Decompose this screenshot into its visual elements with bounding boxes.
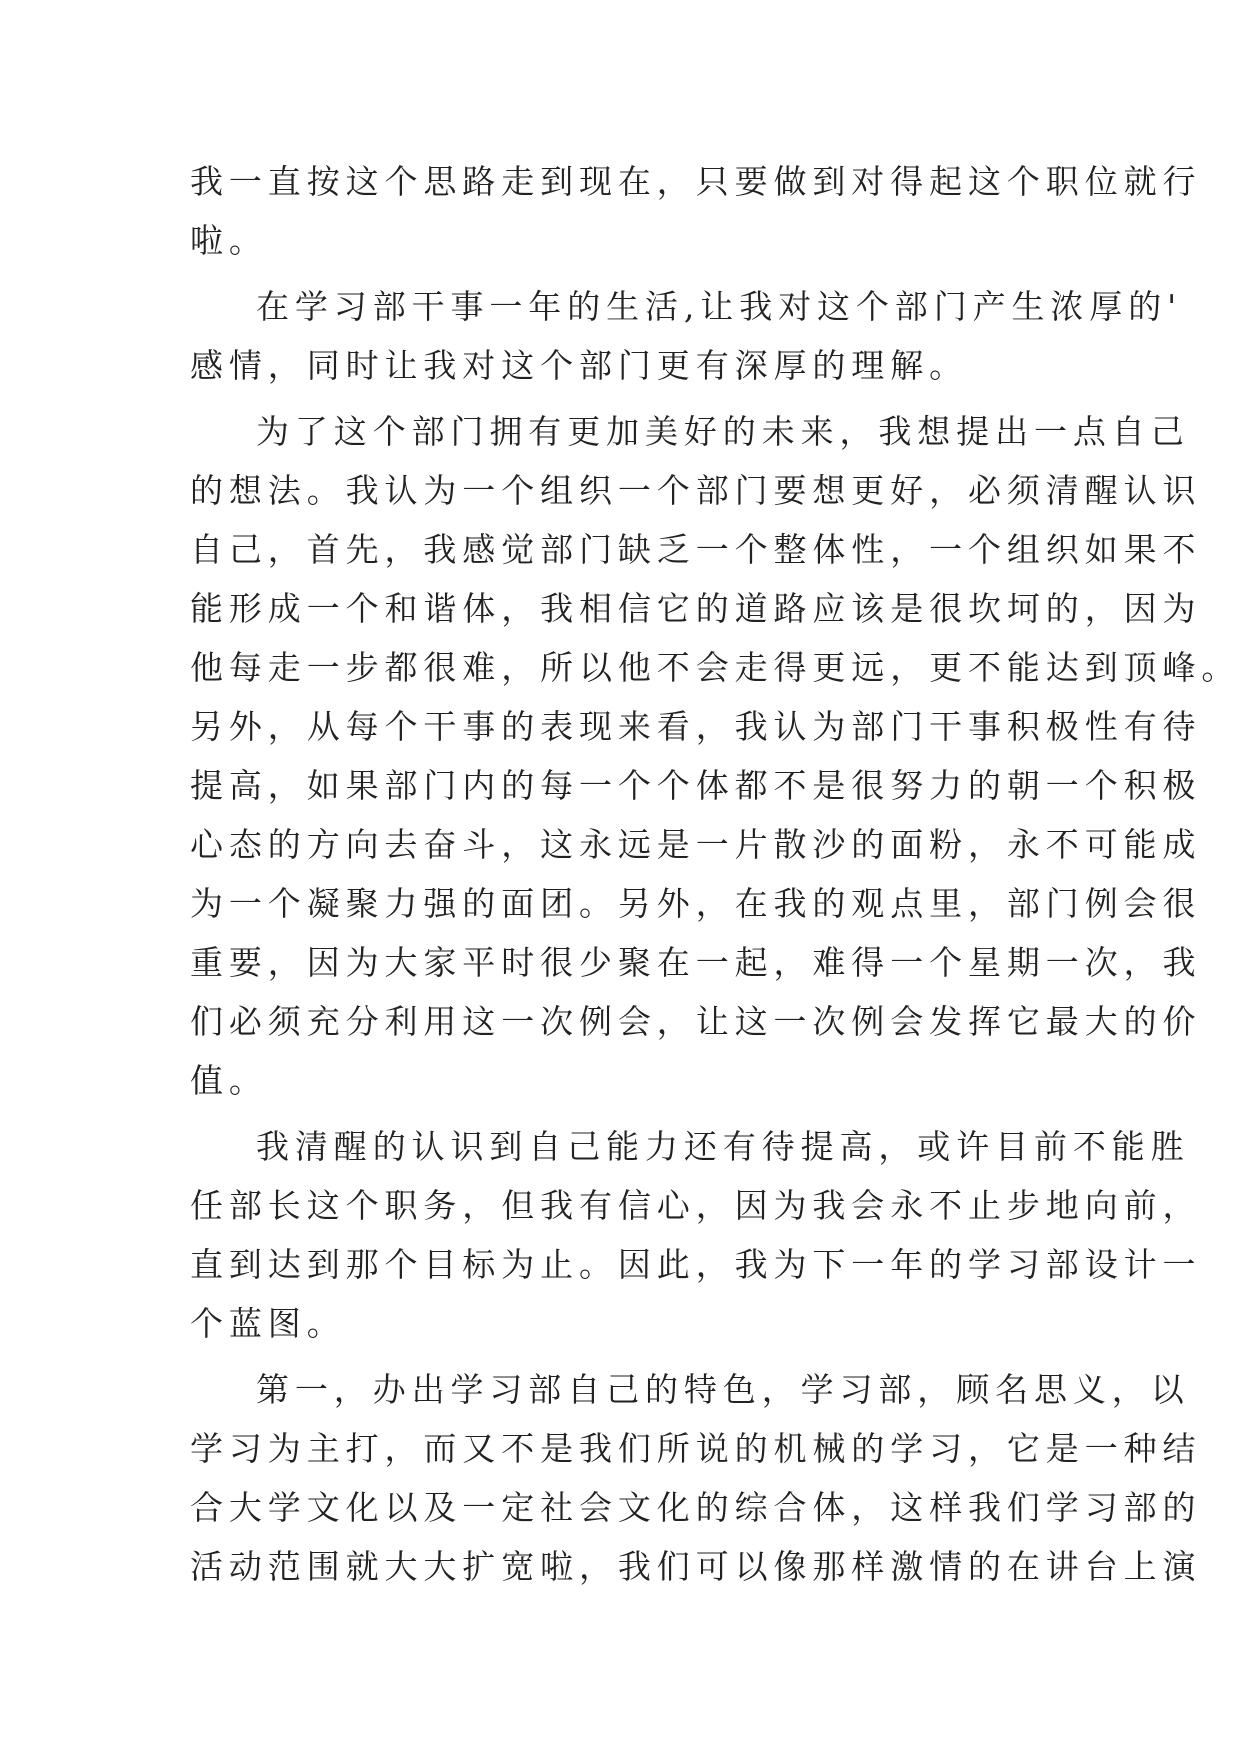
text-line: 任部长这个职务，但我有信心，因为我会永不止步地向前， [190,1186,1202,1225]
text-line: 自己，首先，我感觉部门缺乏一个整体性，一个组织如果不 [190,530,1202,569]
text-line: 心态的方向去奋斗，这永远是一片散沙的面粉，永不可能成 [190,825,1202,864]
text-line: 们必须充分利用这一次例会，让这一次例会发挥它最大的价 [190,1002,1202,1041]
text-line: 另外，从每个干事的表现来看，我认为部门干事积极性有待 [190,707,1202,746]
text-line: 提高，如果部门内的每一个个体都不是很努力的朝一个积极 [190,766,1202,805]
document-body [190,152,1241,1596]
text-line: 我一直按这个思路走到现在，只要做到对得起这个职位就行 [190,162,1202,201]
text-line: 的想法。我认为一个组织一个部门要想更好，必须清醒认识 [190,471,1202,510]
text-line: 值。 [190,1061,268,1100]
text-line: 为一个凝聚力强的面团。另外，在我的观点里，部门例会很 [190,884,1202,923]
text-line: 能形成一个和谐体，我相信它的道路应该是很坎坷的，因为 [190,589,1202,628]
text-line: 合大学文化以及一定社会文化的综合体，这样我们学习部的 [190,1488,1202,1527]
text-line: 重要，因为大家平时很少聚在一起，难得一个星期一次，我 [190,943,1202,982]
paragraph-first-line: 为了这个部门拥有更加美好的未来，我想提出一点自己 [256,412,1190,451]
text-line: 个蓝图。 [190,1304,346,1343]
text-line: 感情，同时让我对这个部门更有深厚的理解。 [190,346,968,385]
text-line: 啦。 [190,221,268,260]
paragraph-first-line: 第一，办出学习部自己的特色，学习部，顾名思义，以 [256,1370,1190,1409]
text-line: 学习为主打，而又不是我们所说的机械的学习，它是一种结 [190,1429,1202,1468]
paragraph-first-line: 在学习部干事一年的生活,让我对这个部门产生浓厚的' [256,287,1183,326]
text-line: 直到达到那个目标为止。因此，我为下一年的学习部设计一 [190,1245,1202,1284]
text-line: 他每走一步都很难，所以他不会走得更远，更不能达到顶峰。 [190,648,1241,687]
paragraph-first-line: 我清醒的认识到自己能力还有待提高，或许目前不能胜 [256,1127,1190,1166]
text-line: 活动范围就大大扩宽啦，我们可以像那样激情的在讲台上演 [190,1547,1202,1586]
